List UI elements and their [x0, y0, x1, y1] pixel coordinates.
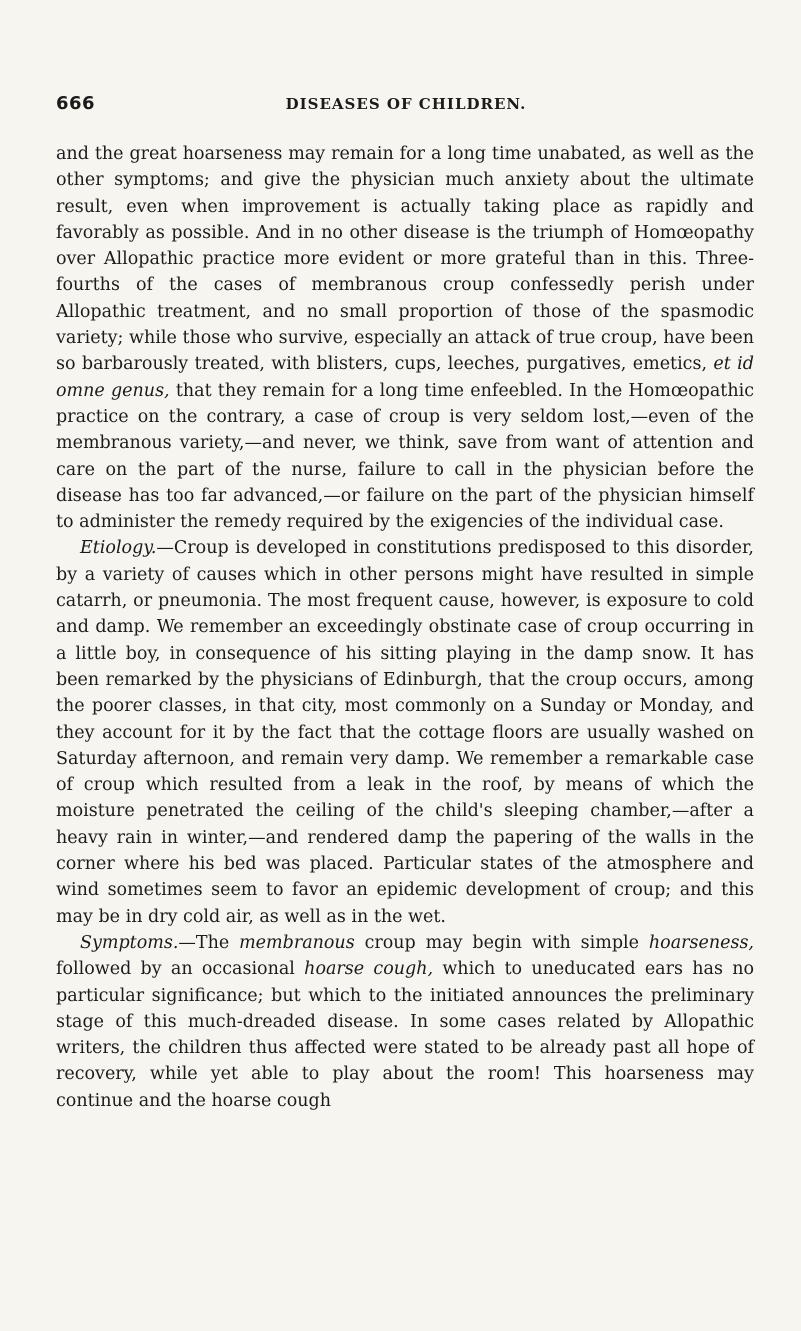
text-run: —The: [178, 932, 240, 953]
running-head: [56, 93, 756, 117]
page-number: 666: [56, 93, 96, 114]
paragraph-etiology: [56, 535, 754, 929]
section-heading-etiology: Etiology.: [80, 538, 157, 559]
text-run: followed by an occasional: [56, 959, 305, 980]
text-run: —Croup is developed in constitutions predisposed to this disorder, by a variety of causes which in other persons might have resulted in simple catarrh, or pneumonia. The most frequent cause, however, is exposure to cold and damp. We remember an exceedingly obstinate case of croup occurring in a little boy, in consequence of his sitting playing in the damp snow. It has been remarked by the physicians of Edinburgh, that the croup occurs, among the poorer classes, in that city, most commonly on a Sunday or Monday, and they account for it by the fact that the cottage floors are usually washed on Saturday afternoon, and remain very damp. We remember a remarkable case of croup which resulted from a leak in the roof, by means of which the moisture penetrated the ceiling of the child's sleeping chamber,—after a heavy rain in winter,—and rendered damp the papering of the walls in the corner where his bed was placed. Particular states of the atmosphere and wind sometimes seem to favor an epidemic development of croup; and this may be in dry cold air, as well as in the wet.: [56, 538, 754, 927]
text-run: and the great hoarseness may remain for a long time unabated, as well as the other symptoms; and give the physician much anxiety about the ultimate result, even when improvement is actually taking place as rapidly and favorably as possible. And in no other disease is the triumph of Homœopathy over Allopathic practice more evident or more grateful than in this. Three-fourths of the cases of membranous croup confessedly perish under Allopathic treatment, and no small proportion of those of the spasmodic variety; while those who survive, especially an attack of true croup, have been so barbarously treated, with blisters, cups, leeches, purgatives, emetics,: [56, 144, 754, 375]
paragraph-symptoms: [56, 930, 754, 1114]
body-text: [56, 141, 754, 1114]
italic-term: membranous: [239, 932, 355, 953]
text-run: croup may begin with simple: [354, 932, 649, 953]
italic-term: hoarse cough,: [304, 959, 434, 980]
running-title: DISEASES OF CHILDREN.: [285, 95, 527, 113]
italic-term: hoarseness,: [648, 932, 754, 953]
section-heading-symptoms: Symptoms.: [80, 932, 179, 953]
italic-phrase: et id omne genus,: [56, 354, 754, 401]
paragraph-croup-treatment: [56, 141, 754, 535]
text-run: which to uneducated ears has no particular significance; but which to the initiated announces the preliminary stage of this much-dreaded disease. In some cases related by Allopathic writers, the children thus affected were stated to be already past all hope of recovery, while yet able to play about the room! This hoarseness may continue and the hoarse cough: [56, 959, 755, 1111]
text-run: that they remain for a long time enfeebled. In the Homœopathic practice on the contrary, a case of croup is very seldom lost,—even of the membranous variety,—and never, we think, save from want of attention and care on the part of the nurse, failure to call in the physician before the disease has too far advanced,—or failure on the part of the physician himself to administer the remedy required by the exigencies of the individual case.: [56, 380, 754, 533]
